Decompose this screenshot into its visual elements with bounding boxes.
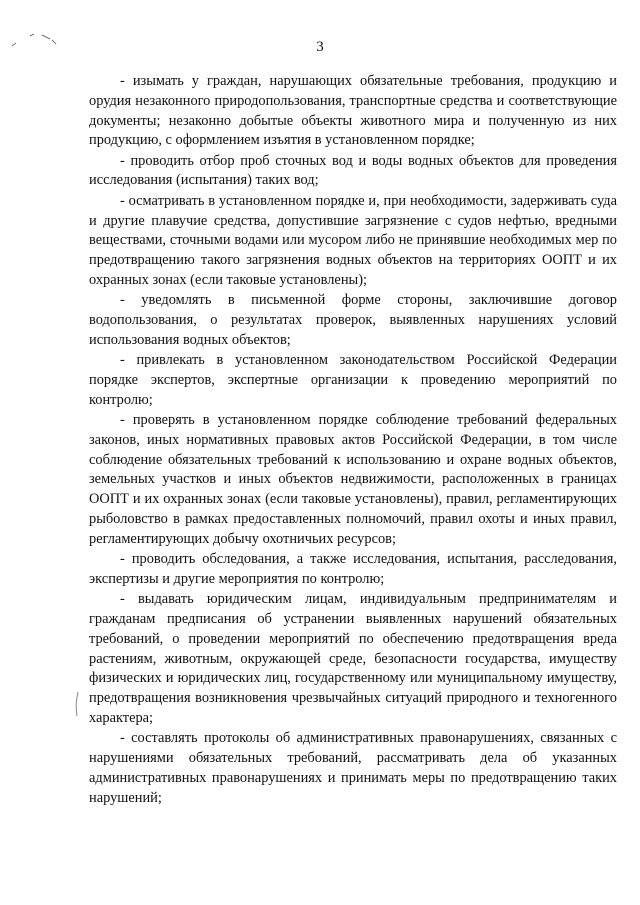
list-item-draw-protocols: - составлять протоколы об административных правонарушениях, связанных с нарушениями обязательных требований, рассматривать дела об указанных административных правонарушениях и принимать меры по предотвращению таких нарушений; bbox=[89, 730, 617, 806]
list-item-notify-parties: - уведомлять в письменной форме стороны, заключившие договор водопользования, о результатах проверок, выявленных нарушениях условий использования водных объектов; bbox=[89, 292, 617, 348]
list-item-check-compliance: - проверять в установленном порядке соблюдение требований федеральных законов, иных нормативных правовых актов Российской Федерации, в том числе соблюдение обязательных требований к использованию и охране водных объектов, земельных участков и иных объектов недвижимости, расположенных в границах ООПТ и их охранных зонах (если таковые установлены), правил, регламентирующих рыболовство в рамках предоставленных полномочий, правил охоты и иных правил, регламентирующих добычу охотничьих ресурсов; bbox=[89, 412, 617, 547]
list-item-involve-experts: - привлекать в установленном законодательством Российской Федерации порядке экспертов, экспертные организации к проведению мероприятий по контролю; bbox=[89, 352, 617, 408]
document-body bbox=[89, 72, 617, 809]
list-item-issue-orders: - выдавать юридическим лицам, индивидуальным предпринимателям и гражданам предписания об устранении выявленных нарушений обязательных требований, о проведении мероприятий по обеспечению предотвращения вреда растениям, животным, окружающей среде, безопасности государства, имуществу физических и юридических лиц, государственному или муниципальному имуществу, предотвращения возникновения чрезвычайных ситуаций природного и техногенного характера; bbox=[89, 591, 617, 726]
list-item-water-sampling: - проводить отбор проб сточных вод и воды водных объектов для проведения исследования (испытания) таких вод; bbox=[89, 152, 617, 189]
list-item-inspect-vessels: - осматривать в установленном порядке и, при необходимости, задерживать суда и другие плавучие средства, допустившие загрязнение с судов нефтью, вредными веществами, сточными водами или мусором либо не принявшие необходимых мер по предотвращению такого загрязнения водных объектов на территориях ООПТ и их охранных зонах (если таковые установлены); bbox=[89, 192, 617, 288]
list-item-seize-products: - изымать у граждан, нарушающих обязательные требования, продукцию и орудия незаконного природопользования, транспортные средства и соответствующие документы; незаконно добытые объекты животного мира и полученную из них продукцию, с оформлением изъятия в установленном порядке; bbox=[89, 73, 617, 149]
page-number: 3 bbox=[316, 39, 324, 55]
list-item-conduct-surveys: - проводить обследования, а также исследования, испытания, расследования, экспертизы и другие мероприятия по контролю; bbox=[89, 551, 617, 587]
margin-pencil-mark bbox=[72, 690, 82, 718]
